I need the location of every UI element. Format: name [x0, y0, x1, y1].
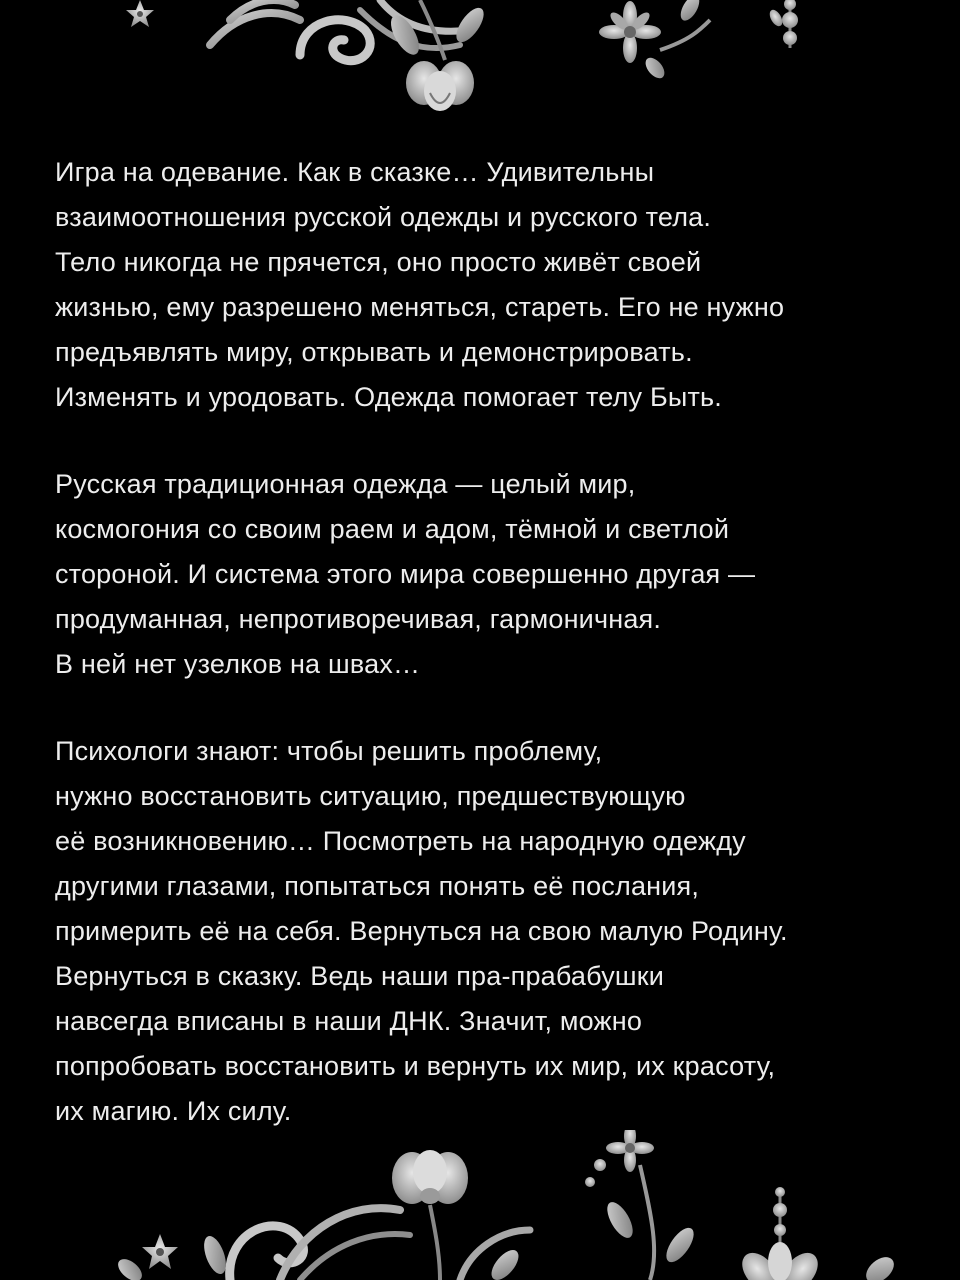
text-line: попробовать восстановить и вернуть их мир, их красоту, [55, 1051, 776, 1081]
star-flower-icon [126, 0, 154, 27]
curl-leaf-icon [300, 20, 370, 61]
flower-icon [599, 1, 661, 63]
berries-icon [767, 0, 798, 48]
article-text [55, 150, 935, 1134]
text-line: продуманная, непротиворечивая, гармоничная. [55, 604, 662, 634]
text-line: Русская традиционная одежда — целый мир, [55, 469, 636, 499]
text-line: её возникновению… Посмотреть на народную одежду [55, 826, 746, 856]
bottom-floral-ornament-icon [0, 1130, 960, 1280]
tulip-flower-icon [406, 61, 474, 111]
text-line: нужно восстановить ситуацию, предшествующую [55, 781, 686, 811]
text-line: жизнью, ему разрешено меняться, стареть. Его не нужно [55, 292, 785, 322]
text-line: Вернуться в сказку. Ведь наши пра-прабабушки [55, 961, 665, 991]
text-line: Изменять и уродовать. Одежда помогает телу Быть. [55, 382, 722, 412]
text-line: другими глазами, попытаться понять её послания, [55, 871, 700, 901]
scroll-leaf-icon [210, 0, 300, 45]
flower-icon [606, 1130, 654, 1172]
text-line: навсегда вписаны в наши ДНК. Значит, можно [55, 1006, 643, 1036]
star-flower-icon [142, 1234, 178, 1269]
text-line: примерить её на себя. Вернуться на свою малую Родину. [55, 916, 788, 946]
text-line: Психологи знают: чтобы решить проблему, [55, 736, 603, 766]
text-line: стороной. И система этого мира совершенно другая — [55, 559, 756, 589]
paragraph-2 [55, 462, 935, 687]
text-line: Тело никогда не прячется, оно просто живёт своей [55, 247, 702, 277]
text-line: их магию. Их силу. [55, 1096, 292, 1126]
text-line: взаимоотношения русской одежды и русского тела. [55, 202, 712, 232]
top-floral-ornament-icon [0, 0, 960, 120]
paragraph-1 [55, 150, 935, 420]
text-line: космогония со своим раем и адом, тёмной и светлой [55, 514, 730, 544]
text-line: В ней нет узелков на швах… [55, 649, 421, 679]
paragraph-3 [55, 729, 935, 1134]
text-line: Игра на одевание. Как в сказке… Удивительны [55, 157, 655, 187]
berries-icon [585, 1159, 606, 1187]
text-line: предъявлять миру, открывать и демонстрировать. [55, 337, 693, 367]
tulip-flower-icon [392, 1150, 468, 1204]
flower-icon [735, 1242, 825, 1280]
